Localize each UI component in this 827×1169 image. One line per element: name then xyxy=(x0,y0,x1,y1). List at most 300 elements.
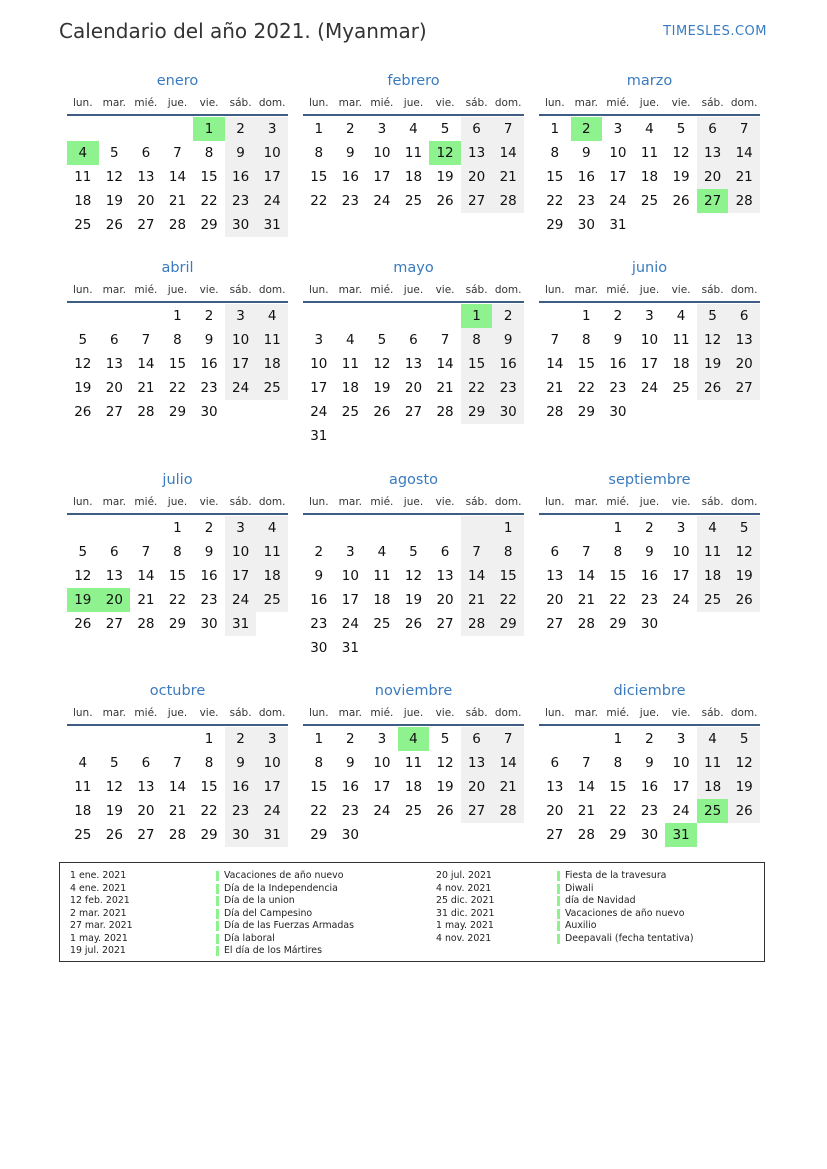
day-cell[interactable]: 21 xyxy=(436,380,454,396)
day-cell[interactable]: 22 xyxy=(310,193,328,209)
day-cell[interactable]: 28 xyxy=(461,612,493,636)
day-cell[interactable]: 25 xyxy=(404,193,423,209)
day-cell[interactable]: 7 xyxy=(141,544,151,560)
day-cell[interactable]: 18 xyxy=(74,193,92,209)
day-cell[interactable]: 5 xyxy=(440,731,450,747)
day-cell[interactable]: 15 xyxy=(461,352,493,376)
day-cell[interactable]: 17 xyxy=(672,568,690,584)
day-cell[interactable]: 22 xyxy=(310,803,328,819)
day-cell[interactable]: 21 xyxy=(461,588,493,612)
day-cell[interactable]: 15 xyxy=(546,169,564,185)
day-cell[interactable]: 10 xyxy=(225,540,257,564)
day-cell[interactable]: 3 xyxy=(377,121,387,137)
day-cell[interactable]: 28 xyxy=(137,616,155,632)
day-cell[interactable]: 17 xyxy=(609,169,627,185)
day-cell[interactable]: 23 xyxy=(310,616,328,632)
day-cell[interactable]: 16 xyxy=(577,169,595,185)
day-cell[interactable]: 30 xyxy=(200,616,218,632)
day-cell[interactable]: 19 xyxy=(105,803,123,819)
day-cell[interactable]: 23 xyxy=(341,193,359,209)
day-cell[interactable]: 14 xyxy=(137,356,155,372)
day-cell[interactable]: 9 xyxy=(492,328,524,352)
day-cell[interactable]: 4 xyxy=(409,121,418,137)
day-cell[interactable]: 20 xyxy=(404,380,423,396)
day-cell[interactable]: 16 xyxy=(225,165,257,189)
day-cell[interactable]: 7 xyxy=(173,145,182,161)
day-cell[interactable]: 25 xyxy=(697,799,729,823)
day-cell[interactable]: 19 xyxy=(728,775,760,799)
day-cell[interactable]: 20 xyxy=(461,775,493,799)
day-cell[interactable]: 28 xyxy=(546,404,564,420)
day-cell[interactable]: 27 xyxy=(105,616,123,632)
day-cell[interactable]: 18 xyxy=(341,380,359,396)
day-cell[interactable]: 23 xyxy=(640,803,659,819)
day-cell[interactable]: 2 xyxy=(346,121,355,137)
day-cell[interactable]: 6 xyxy=(728,304,760,328)
day-cell[interactable]: 9 xyxy=(314,568,324,584)
day-cell[interactable]: 5 xyxy=(78,544,88,560)
day-cell[interactable]: 10 xyxy=(373,755,391,771)
day-cell[interactable]: 29 xyxy=(200,217,218,233)
day-cell[interactable]: 21 xyxy=(168,803,187,819)
day-cell[interactable]: 16 xyxy=(341,169,359,185)
day-cell[interactable]: 13 xyxy=(461,141,493,165)
day-cell[interactable]: 4 xyxy=(346,332,355,348)
day-cell[interactable]: 26 xyxy=(74,404,92,420)
day-cell[interactable]: 16 xyxy=(200,568,218,584)
day-cell[interactable]: 14 xyxy=(168,169,187,185)
day-cell[interactable]: 21 xyxy=(168,193,187,209)
day-cell[interactable]: 16 xyxy=(225,775,257,799)
day-cell[interactable]: 25 xyxy=(256,588,288,612)
day-cell[interactable]: 6 xyxy=(440,544,450,560)
day-cell[interactable]: 20 xyxy=(697,165,729,189)
day-cell[interactable]: 19 xyxy=(105,193,123,209)
day-cell[interactable]: 6 xyxy=(110,332,119,348)
day-cell[interactable]: 6 xyxy=(550,755,560,771)
day-cell[interactable]: 1 xyxy=(461,304,493,328)
day-cell[interactable]: 12 xyxy=(697,328,729,352)
day-cell[interactable]: 4 xyxy=(377,544,387,560)
day-cell[interactable]: 8 xyxy=(204,755,214,771)
day-cell[interactable]: 8 xyxy=(314,145,324,161)
day-cell[interactable]: 19 xyxy=(404,592,423,608)
day-cell[interactable]: 24 xyxy=(373,803,391,819)
day-cell[interactable]: 23 xyxy=(609,380,627,396)
day-cell[interactable]: 3 xyxy=(377,731,387,747)
day-cell[interactable]: 12 xyxy=(436,755,454,771)
day-cell[interactable]: 4 xyxy=(398,727,430,751)
day-cell[interactable]: 2 xyxy=(204,520,214,536)
day-cell[interactable]: 26 xyxy=(404,616,423,632)
day-cell[interactable]: 25 xyxy=(640,193,659,209)
day-cell[interactable]: 28 xyxy=(492,799,524,823)
day-cell[interactable]: 3 xyxy=(225,304,257,328)
day-cell[interactable]: 15 xyxy=(310,169,328,185)
day-cell[interactable]: 17 xyxy=(373,169,391,185)
day-cell[interactable]: 15 xyxy=(200,779,218,795)
day-cell[interactable]: 5 xyxy=(728,516,760,540)
day-cell[interactable]: 30 xyxy=(225,823,257,847)
day-cell[interactable]: 23 xyxy=(225,799,257,823)
day-cell[interactable]: 4 xyxy=(256,516,288,540)
day-cell[interactable]: 29 xyxy=(492,612,524,636)
day-cell[interactable]: 4 xyxy=(78,755,88,771)
day-cell[interactable]: 2 xyxy=(645,520,654,536)
day-cell[interactable]: 22 xyxy=(577,380,595,396)
day-cell[interactable]: 30 xyxy=(492,400,524,424)
day-cell[interactable]: 29 xyxy=(461,400,493,424)
day-cell[interactable]: 10 xyxy=(341,568,359,584)
day-cell[interactable]: 1 xyxy=(492,516,524,540)
day-cell[interactable]: 10 xyxy=(373,145,391,161)
day-cell[interactable]: 13 xyxy=(105,568,123,584)
day-cell[interactable]: 30 xyxy=(577,217,595,233)
day-cell[interactable]: 2 xyxy=(225,117,257,141)
day-cell[interactable]: 11 xyxy=(256,540,288,564)
day-cell[interactable]: 8 xyxy=(492,540,524,564)
day-cell[interactable]: 10 xyxy=(640,332,659,348)
day-cell[interactable]: 13 xyxy=(697,141,729,165)
day-cell[interactable]: 18 xyxy=(256,564,288,588)
day-cell[interactable]: 12 xyxy=(74,568,92,584)
day-cell[interactable]: 3 xyxy=(256,117,288,141)
day-cell[interactable]: 6 xyxy=(409,332,418,348)
day-cell[interactable]: 21 xyxy=(492,165,524,189)
day-cell[interactable]: 1 xyxy=(613,731,623,747)
day-cell[interactable]: 28 xyxy=(577,616,595,632)
day-cell[interactable]: 4 xyxy=(676,308,686,324)
day-cell[interactable]: 24 xyxy=(640,380,659,396)
day-cell[interactable]: 5 xyxy=(728,727,760,751)
day-cell[interactable]: 27 xyxy=(436,616,454,632)
day-cell[interactable]: 2 xyxy=(314,544,324,560)
day-cell[interactable]: 17 xyxy=(225,352,257,376)
day-cell[interactable]: 15 xyxy=(492,564,524,588)
day-cell[interactable]: 7 xyxy=(492,117,524,141)
day-cell[interactable]: 18 xyxy=(404,779,423,795)
day-cell[interactable]: 9 xyxy=(346,145,355,161)
day-cell[interactable]: 25 xyxy=(256,376,288,400)
day-cell[interactable]: 12 xyxy=(429,141,461,165)
day-cell[interactable]: 15 xyxy=(609,779,627,795)
day-cell[interactable]: 22 xyxy=(609,592,627,608)
day-cell[interactable]: 9 xyxy=(204,332,214,348)
day-cell[interactable]: 8 xyxy=(613,544,623,560)
day-cell[interactable]: 31 xyxy=(665,823,697,847)
day-cell[interactable]: 8 xyxy=(582,332,591,348)
day-cell[interactable]: 14 xyxy=(492,751,524,775)
day-cell[interactable]: 1 xyxy=(314,731,324,747)
day-cell[interactable]: 20 xyxy=(137,803,155,819)
day-cell[interactable]: 17 xyxy=(373,779,391,795)
day-cell[interactable]: 11 xyxy=(404,145,423,161)
day-cell[interactable]: 26 xyxy=(436,803,454,819)
day-cell[interactable]: 7 xyxy=(582,755,591,771)
day-cell[interactable]: 14 xyxy=(577,568,595,584)
day-cell[interactable]: 15 xyxy=(200,169,218,185)
day-cell[interactable]: 30 xyxy=(341,827,359,843)
day-cell[interactable]: 27 xyxy=(461,189,493,213)
day-cell[interactable]: 26 xyxy=(105,217,123,233)
day-cell[interactable]: 22 xyxy=(200,193,218,209)
day-cell[interactable]: 24 xyxy=(341,616,359,632)
day-cell[interactable]: 22 xyxy=(168,592,187,608)
day-cell[interactable]: 10 xyxy=(310,356,328,372)
day-cell[interactable]: 1 xyxy=(173,308,182,324)
day-cell[interactable]: 7 xyxy=(173,755,182,771)
day-cell[interactable]: 20 xyxy=(461,165,493,189)
day-cell[interactable]: 26 xyxy=(728,588,760,612)
day-cell[interactable]: 14 xyxy=(546,356,564,372)
day-cell[interactable]: 23 xyxy=(577,193,595,209)
day-cell[interactable]: 2 xyxy=(492,304,524,328)
day-cell[interactable]: 21 xyxy=(546,380,564,396)
day-cell[interactable]: 12 xyxy=(728,751,760,775)
day-cell[interactable]: 6 xyxy=(141,145,151,161)
day-cell[interactable]: 27 xyxy=(728,376,760,400)
day-cell[interactable]: 23 xyxy=(640,592,659,608)
day-cell[interactable]: 14 xyxy=(137,568,155,584)
day-cell[interactable]: 17 xyxy=(256,775,288,799)
day-cell[interactable]: 13 xyxy=(137,169,155,185)
day-cell[interactable]: 8 xyxy=(314,755,324,771)
day-cell[interactable]: 8 xyxy=(204,145,214,161)
day-cell[interactable]: 23 xyxy=(200,592,218,608)
day-cell[interactable]: 9 xyxy=(204,544,214,560)
day-cell[interactable]: 17 xyxy=(225,564,257,588)
day-cell[interactable]: 11 xyxy=(256,328,288,352)
day-cell[interactable]: 18 xyxy=(672,356,690,372)
day-cell[interactable]: 8 xyxy=(613,755,623,771)
day-cell[interactable]: 23 xyxy=(341,803,359,819)
day-cell[interactable]: 1 xyxy=(314,121,324,137)
day-cell[interactable]: 16 xyxy=(310,592,328,608)
day-cell[interactable]: 5 xyxy=(676,121,686,137)
day-cell[interactable]: 16 xyxy=(200,356,218,372)
day-cell[interactable]: 6 xyxy=(141,755,151,771)
day-cell[interactable]: 28 xyxy=(728,189,760,213)
day-cell[interactable]: 1 xyxy=(613,520,623,536)
day-cell[interactable]: 5 xyxy=(697,304,729,328)
day-cell[interactable]: 12 xyxy=(105,779,123,795)
day-cell[interactable]: 19 xyxy=(74,380,92,396)
day-cell[interactable]: 22 xyxy=(546,193,564,209)
day-cell[interactable]: 19 xyxy=(728,564,760,588)
day-cell[interactable]: 21 xyxy=(577,803,595,819)
day-cell[interactable]: 22 xyxy=(492,588,524,612)
day-cell[interactable]: 24 xyxy=(373,193,391,209)
day-cell[interactable]: 6 xyxy=(461,117,493,141)
day-cell[interactable]: 9 xyxy=(645,544,654,560)
day-cell[interactable]: 16 xyxy=(609,356,627,372)
day-cell[interactable]: 29 xyxy=(609,827,627,843)
day-cell[interactable]: 26 xyxy=(697,376,729,400)
day-cell[interactable]: 9 xyxy=(645,755,654,771)
day-cell[interactable]: 31 xyxy=(609,217,627,233)
day-cell[interactable]: 13 xyxy=(546,568,564,584)
day-cell[interactable]: 31 xyxy=(341,640,359,656)
day-cell[interactable]: 17 xyxy=(256,165,288,189)
day-cell[interactable]: 9 xyxy=(582,145,591,161)
day-cell[interactable]: 30 xyxy=(200,404,218,420)
day-cell[interactable]: 4 xyxy=(697,727,729,751)
day-cell[interactable]: 31 xyxy=(310,428,328,444)
day-cell[interactable]: 25 xyxy=(404,803,423,819)
day-cell[interactable]: 29 xyxy=(200,827,218,843)
day-cell[interactable]: 26 xyxy=(436,193,454,209)
day-cell[interactable]: 26 xyxy=(373,404,391,420)
day-cell[interactable]: 3 xyxy=(676,520,686,536)
day-cell[interactable]: 19 xyxy=(672,169,690,185)
day-cell[interactable]: 31 xyxy=(256,213,288,237)
day-cell[interactable]: 2 xyxy=(571,117,603,141)
day-cell[interactable]: 9 xyxy=(613,332,623,348)
day-cell[interactable]: 11 xyxy=(697,751,729,775)
day-cell[interactable]: 13 xyxy=(461,751,493,775)
day-cell[interactable]: 4 xyxy=(256,304,288,328)
day-cell[interactable]: 28 xyxy=(168,827,187,843)
day-cell[interactable]: 4 xyxy=(697,516,729,540)
day-cell[interactable]: 19 xyxy=(67,588,99,612)
day-cell[interactable]: 5 xyxy=(78,332,88,348)
day-cell[interactable]: 24 xyxy=(672,592,690,608)
day-cell[interactable]: 18 xyxy=(256,352,288,376)
day-cell[interactable]: 15 xyxy=(577,356,595,372)
day-cell[interactable]: 29 xyxy=(168,616,187,632)
day-cell[interactable]: 19 xyxy=(373,380,391,396)
day-cell[interactable]: 5 xyxy=(377,332,387,348)
day-cell[interactable]: 15 xyxy=(168,356,187,372)
day-cell[interactable]: 10 xyxy=(672,755,690,771)
day-cell[interactable]: 7 xyxy=(440,332,450,348)
day-cell[interactable]: 3 xyxy=(676,731,686,747)
day-cell[interactable]: 22 xyxy=(609,803,627,819)
day-cell[interactable]: 9 xyxy=(346,755,355,771)
day-cell[interactable]: 20 xyxy=(137,193,155,209)
day-cell[interactable]: 24 xyxy=(672,803,690,819)
day-cell[interactable]: 11 xyxy=(404,755,423,771)
day-cell[interactable]: 1 xyxy=(550,121,560,137)
day-cell[interactable]: 7 xyxy=(550,332,560,348)
day-cell[interactable]: 12 xyxy=(672,145,690,161)
day-cell[interactable]: 3 xyxy=(314,332,324,348)
day-cell[interactable]: 13 xyxy=(546,779,564,795)
day-cell[interactable]: 5 xyxy=(110,145,119,161)
day-cell[interactable]: 21 xyxy=(492,775,524,799)
day-cell[interactable]: 15 xyxy=(310,779,328,795)
day-cell[interactable]: 19 xyxy=(436,779,454,795)
day-cell[interactable]: 13 xyxy=(105,356,123,372)
day-cell[interactable]: 3 xyxy=(225,516,257,540)
day-cell[interactable]: 7 xyxy=(461,540,493,564)
day-cell[interactable]: 5 xyxy=(110,755,119,771)
day-cell[interactable]: 14 xyxy=(577,779,595,795)
day-cell[interactable]: 14 xyxy=(168,779,187,795)
day-cell[interactable]: 1 xyxy=(582,308,591,324)
day-cell[interactable]: 17 xyxy=(310,380,328,396)
day-cell[interactable]: 28 xyxy=(436,404,454,420)
day-cell[interactable]: 11 xyxy=(697,540,729,564)
day-cell[interactable]: 27 xyxy=(137,217,155,233)
day-cell[interactable]: 18 xyxy=(373,592,391,608)
day-cell[interactable]: 27 xyxy=(137,827,155,843)
day-cell[interactable]: 13 xyxy=(728,328,760,352)
day-cell[interactable]: 10 xyxy=(672,544,690,560)
day-cell[interactable]: 26 xyxy=(728,799,760,823)
day-cell[interactable]: 12 xyxy=(728,540,760,564)
day-cell[interactable]: 6 xyxy=(461,727,493,751)
brand-logo[interactable]: TIMESLES.COM xyxy=(663,24,767,39)
day-cell[interactable]: 10 xyxy=(256,751,288,775)
day-cell[interactable]: 11 xyxy=(341,356,359,372)
day-cell[interactable]: 5 xyxy=(409,544,418,560)
day-cell[interactable]: 27 xyxy=(546,616,564,632)
day-cell[interactable]: 8 xyxy=(173,544,182,560)
day-cell[interactable]: 6 xyxy=(697,117,729,141)
day-cell[interactable]: 9 xyxy=(225,141,257,165)
day-cell[interactable]: 12 xyxy=(373,356,391,372)
day-cell[interactable]: 22 xyxy=(200,803,218,819)
day-cell[interactable]: 2 xyxy=(204,308,214,324)
day-cell[interactable]: 10 xyxy=(225,328,257,352)
day-cell[interactable]: 27 xyxy=(461,799,493,823)
day-cell[interactable]: 1 xyxy=(173,520,182,536)
day-cell[interactable]: 31 xyxy=(225,612,257,636)
day-cell[interactable]: 8 xyxy=(461,328,493,352)
day-cell[interactable]: 7 xyxy=(141,332,151,348)
day-cell[interactable]: 2 xyxy=(645,731,654,747)
day-cell[interactable]: 12 xyxy=(105,169,123,185)
day-cell[interactable]: 3 xyxy=(346,544,355,560)
day-cell[interactable]: 17 xyxy=(341,592,359,608)
day-cell[interactable]: 26 xyxy=(672,193,690,209)
day-cell[interactable]: 30 xyxy=(310,640,328,656)
day-cell[interactable]: 27 xyxy=(697,189,729,213)
day-cell[interactable]: 20 xyxy=(546,803,564,819)
day-cell[interactable]: 12 xyxy=(74,356,92,372)
day-cell[interactable]: 21 xyxy=(137,380,155,396)
day-cell[interactable]: 30 xyxy=(225,213,257,237)
day-cell[interactable]: 20 xyxy=(436,592,454,608)
day-cell[interactable]: 18 xyxy=(640,169,659,185)
day-cell[interactable]: 15 xyxy=(168,568,187,584)
day-cell[interactable]: 16 xyxy=(341,779,359,795)
day-cell[interactable]: 11 xyxy=(373,568,391,584)
day-cell[interactable]: 12 xyxy=(404,568,423,584)
day-cell[interactable]: 18 xyxy=(697,775,729,799)
day-cell[interactable]: 7 xyxy=(492,727,524,751)
day-cell[interactable]: 30 xyxy=(640,827,659,843)
day-cell[interactable]: 8 xyxy=(550,145,560,161)
day-cell[interactable]: 3 xyxy=(256,727,288,751)
day-cell[interactable]: 29 xyxy=(168,404,187,420)
day-cell[interactable]: 7 xyxy=(582,544,591,560)
day-cell[interactable]: 29 xyxy=(310,827,328,843)
day-cell[interactable]: 14 xyxy=(728,141,760,165)
day-cell[interactable]: 16 xyxy=(640,779,659,795)
day-cell[interactable]: 1 xyxy=(193,117,225,141)
day-cell[interactable]: 23 xyxy=(200,380,218,396)
day-cell[interactable]: 30 xyxy=(640,616,659,632)
day-cell[interactable]: 1 xyxy=(204,731,214,747)
day-cell[interactable]: 24 xyxy=(310,404,328,420)
day-cell[interactable]: 25 xyxy=(74,217,92,233)
day-cell[interactable]: 21 xyxy=(728,165,760,189)
day-cell[interactable]: 25 xyxy=(373,616,391,632)
day-cell[interactable]: 5 xyxy=(440,121,450,137)
day-cell[interactable]: 27 xyxy=(105,404,123,420)
